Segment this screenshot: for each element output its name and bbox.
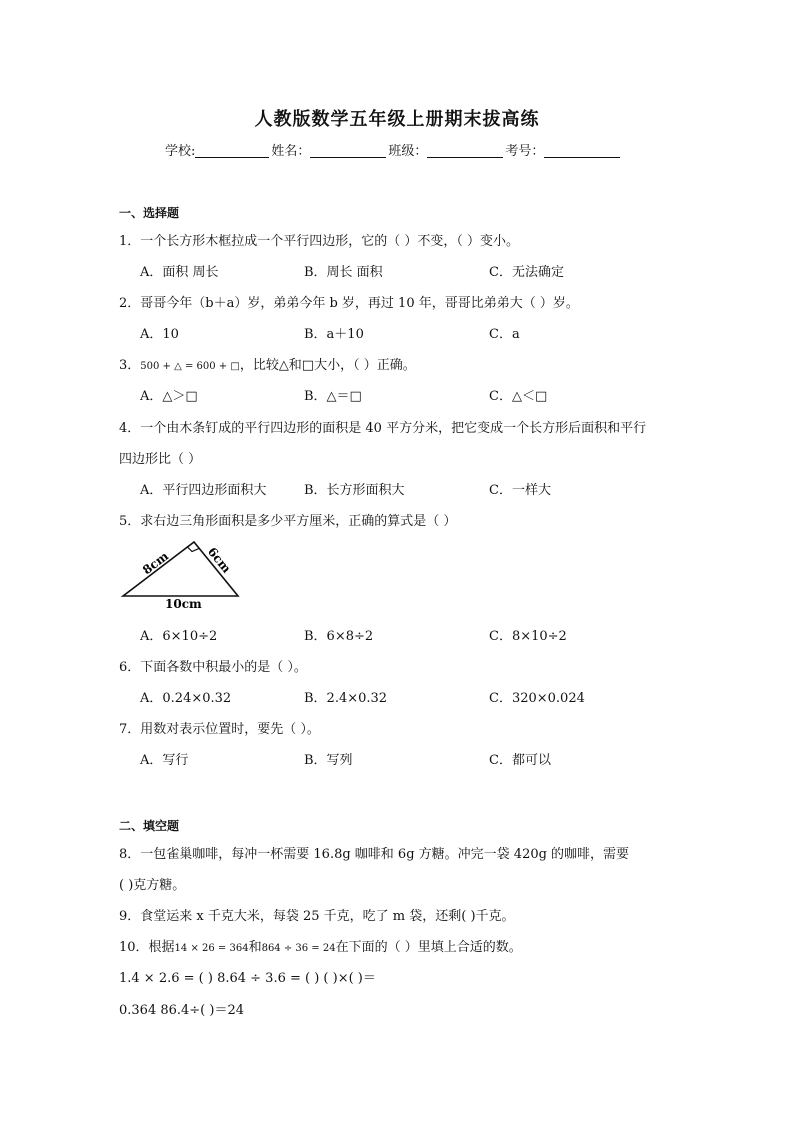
class-blank[interactable] bbox=[427, 143, 503, 158]
question-10-equation-1: 14 × 26 = 364 bbox=[174, 943, 249, 954]
question-10-line3[interactable]: 0.364 86.4÷( )＝24 bbox=[119, 1003, 245, 1018]
question-3-option-a[interactable]: A．△＞□ bbox=[140, 389, 198, 404]
question-1-stem: 1．一个长方形木框拉成一个平行四边形，它的（ ）不变，（ ）变小。 bbox=[119, 234, 520, 249]
question-9-stem[interactable]: 9．食堂运来 x 千克大米，每袋 25 千克，吃了 m 袋，还剩( )千克。 bbox=[119, 909, 515, 924]
question-6-option-b[interactable]: B．2.4×0.32 bbox=[304, 691, 388, 706]
question-4-option-a[interactable]: A．平行四边形面积大 bbox=[140, 483, 267, 498]
question-6-option-c[interactable]: C．320×0.024 bbox=[489, 691, 585, 706]
question-10-line2[interactable]: 1.4 × 2.6 = ( ) 8.64 ÷ 3.6 = ( ) ( )×( )＝ bbox=[119, 971, 376, 986]
question-7-option-a[interactable]: A．写行 bbox=[140, 753, 189, 768]
question-7-option-b[interactable]: B．写列 bbox=[304, 753, 353, 768]
right-triangle-figure bbox=[115, 536, 250, 612]
question-3-equation: 500 + △ = 600 + □ bbox=[140, 361, 240, 372]
question-10-equation-2: 864 ÷ 36 = 24 bbox=[261, 943, 336, 954]
question-7-option-c[interactable]: C．都可以 bbox=[489, 753, 551, 768]
class-label: 班级： bbox=[388, 144, 428, 159]
question-10-text-a: 10．根据 bbox=[119, 940, 175, 955]
label-6cm: 6cm bbox=[204, 544, 234, 576]
question-3-option-b[interactable]: B．△＝□ bbox=[304, 389, 362, 404]
question-4-option-c[interactable]: C．一样大 bbox=[489, 483, 551, 498]
question-3-option-c[interactable]: C．△＜□ bbox=[489, 389, 548, 404]
question-1-option-c[interactable]: C．无法确定 bbox=[489, 265, 564, 280]
question-4-option-b[interactable]: B．长方形面积大 bbox=[304, 483, 405, 498]
question-6-option-a[interactable]: A．0.24×0.32 bbox=[140, 691, 232, 706]
question-3-text: ，比较△和□大小，（ ）正确。 bbox=[239, 358, 416, 373]
question-4-stem-line2: 四边形比（ ） bbox=[119, 452, 202, 467]
question-1-option-a[interactable]: A．面积 周长 bbox=[140, 265, 219, 280]
right-angle-mark bbox=[188, 547, 200, 552]
question-5-stem: 5．求右边三角形面积是多少平方厘米，正确的算式是（ ） bbox=[119, 514, 457, 529]
question-2-option-a[interactable]: A．10 bbox=[140, 327, 179, 342]
question-7-stem: 7．用数对表示位置时，要先（ ）。 bbox=[119, 722, 320, 737]
page-title: 人教版数学五年级上册期末拔高练 bbox=[254, 109, 540, 130]
exam-no-label: 考号： bbox=[505, 144, 545, 159]
label-8cm: 8cm bbox=[140, 548, 172, 578]
question-4-stem-line1: 4．一个由木条钉成的平行四边形的面积是 40 平方分米，把它变成一个长方形后面积和平行 bbox=[119, 421, 647, 436]
school-blank[interactable] bbox=[195, 143, 269, 158]
question-2-option-b[interactable]: B．a＋10 bbox=[304, 327, 364, 342]
question-10-text-c: 在下面的（ ）里填上合适的数。 bbox=[335, 940, 522, 955]
name-label: 姓名： bbox=[271, 144, 311, 159]
school-label: 学校: bbox=[165, 144, 196, 159]
question-5-option-b[interactable]: B．6×8÷2 bbox=[304, 629, 374, 644]
question-1-option-b[interactable]: B．周长 面积 bbox=[304, 265, 383, 280]
question-8-line2[interactable]: ( )克方糖。 bbox=[119, 878, 186, 893]
question-5-option-a[interactable]: A．6×10÷2 bbox=[140, 629, 218, 644]
question-5-option-c[interactable]: C．8×10÷2 bbox=[489, 629, 567, 644]
section-heading-fill-in: 二、填空题 bbox=[119, 819, 180, 833]
question-2-option-c[interactable]: C．a bbox=[489, 327, 520, 342]
section-heading-choice: 一、选择题 bbox=[119, 206, 180, 220]
question-2-stem: 2．哥哥今年（b＋a）岁，弟弟今年 b 岁，再过 10 年，哥哥比弟弟大（ ）岁。 bbox=[119, 296, 579, 311]
name-blank[interactable] bbox=[310, 143, 386, 158]
question-6-stem: 6．下面各数中积最小的是（ ）。 bbox=[119, 660, 307, 675]
question-10-text-b: 和 bbox=[248, 940, 262, 955]
question-3-number: 3． bbox=[119, 358, 141, 373]
student-info-line bbox=[165, 140, 622, 159]
label-10cm: 10cm bbox=[165, 597, 202, 611]
question-3-stem bbox=[119, 354, 416, 373]
question-10-stem bbox=[119, 936, 522, 955]
question-8-line1: 8．一包雀巢咖啡，每冲一杯需要 16.8g 咖啡和 6g 方糖。冲完一袋 420g 的咖啡，需要 bbox=[119, 847, 630, 862]
exam-no-blank[interactable] bbox=[544, 143, 620, 158]
